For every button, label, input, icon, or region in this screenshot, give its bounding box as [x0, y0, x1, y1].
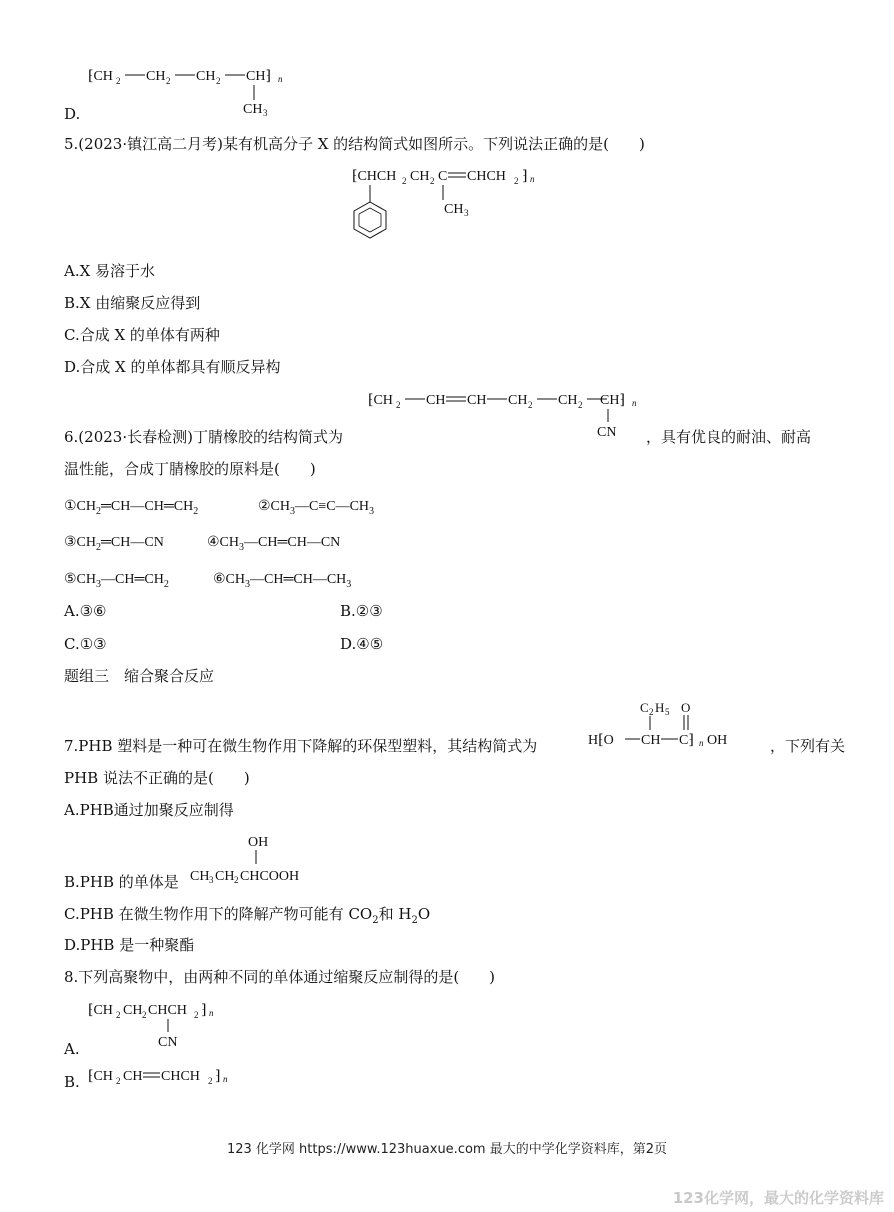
svg-text:CHCH: CHCH [161, 1069, 200, 1084]
q7-structure [588, 698, 768, 762]
svg-text:⁅CH: ⁅CH [88, 1069, 113, 1084]
page-footer: 123 化学网 https://www.123huaxue.com 最大的中学化学资料库，第2页 [226, 1142, 667, 1157]
svg-text:CH: CH [508, 393, 528, 408]
svg-text:2: 2 [116, 1010, 121, 1020]
svg-text:CH: CH [243, 102, 263, 117]
svg-text:n: n [223, 1074, 228, 1084]
q6-choice-5: $⑤CH_3—CH═CH_2$ [64, 572, 169, 590]
q5-stem: 5.(2023·镇江高二月考)某有机高分子 X 的结构简式如图所示。下列说法正确的是( ) [64, 135, 645, 153]
q8-option-a-structure [88, 994, 248, 1058]
section-title: 题组三 缩合聚合反应 [64, 667, 215, 685]
svg-text:n: n [209, 1008, 214, 1018]
svg-text:CHCOOH: CHCOOH [240, 869, 300, 884]
svg-text:OH: OH [248, 835, 269, 850]
q6-stem-part1: 6.(2023·长春检测)丁腈橡胶的结构简式为 [64, 428, 343, 446]
svg-text:CH: CH [190, 869, 210, 884]
q7-option-a: A.PHB通过加聚反应制得 [64, 801, 234, 819]
svg-text:CH: CH [215, 869, 235, 884]
q8-option-b-structure [88, 1060, 248, 1094]
q6-choice-2: $②CH_3—C\equiv C—CH_3$ [258, 499, 375, 517]
svg-text:n: n [699, 738, 704, 748]
svg-text:CH: CH [444, 202, 464, 217]
q6-option-c: C.①③ [64, 635, 107, 653]
svg-text:2: 2 [194, 1010, 199, 1020]
q6-choice-6: $⑥CH_3—CH═CH—CH_3$ [213, 572, 352, 590]
svg-text:⁅CHCH: ⁅CHCH [352, 169, 397, 184]
svg-text:n: n [632, 398, 637, 408]
q4-option-d-label: D. [64, 105, 81, 123]
svg-text:CN: CN [597, 425, 617, 440]
svg-text:2: 2 [216, 76, 221, 86]
q7-option-b-label: B.PHB 的单体是 [64, 873, 179, 891]
svg-text:CH: CH [558, 393, 578, 408]
svg-text:2: 2 [396, 400, 401, 410]
svg-text:O: O [681, 700, 691, 715]
q7-stem-line2: PHB 说法不正确的是( ) [64, 769, 250, 787]
q4-option-d-structure [88, 60, 298, 122]
svg-text:OH: OH [707, 733, 728, 748]
svg-text:3: 3 [263, 108, 268, 118]
q8-option-a-label: A. [64, 1040, 80, 1058]
svg-text:2: 2 [402, 176, 407, 186]
svg-text:2: 2 [528, 400, 533, 410]
svg-text:CH: CH [146, 69, 166, 84]
q6-stem-line2: 温性能，合成丁腈橡胶的原料是( ) [64, 460, 316, 478]
q6-choice-4: $④CH_3—CH═CH—CN$ [207, 535, 341, 553]
q8-option-b-label: B. [64, 1073, 80, 1091]
svg-text:2: 2 [578, 400, 583, 410]
svg-text:2: 2 [430, 176, 435, 186]
svg-text:CH⁆: CH⁆ [246, 69, 271, 84]
svg-text:2: 2 [208, 1076, 213, 1086]
svg-text:3: 3 [209, 875, 214, 885]
svg-text:C⁆: C⁆ [679, 733, 694, 748]
q5-option-c: C.合成 X 的单体有两种 [64, 326, 220, 344]
svg-text:2: 2 [116, 76, 121, 86]
svg-text:CH: CH [123, 1003, 143, 1018]
q5-option-b: B.X 由缩聚反应得到 [64, 294, 201, 312]
svg-text:CHCH: CHCH [467, 169, 506, 184]
q5-option-d: D.合成 X 的单体都具有顺反异构 [64, 358, 281, 376]
q7-option-b-structure [190, 830, 330, 890]
svg-text:5: 5 [665, 707, 670, 717]
svg-text:⁆: ⁆ [201, 1003, 207, 1018]
svg-text:CH: CH [410, 169, 430, 184]
svg-text:n: n [278, 74, 283, 84]
q6-option-d: D.④⑤ [340, 635, 384, 653]
svg-text:2: 2 [166, 76, 171, 86]
svg-text:⁅CH: ⁅CH [88, 69, 113, 84]
svg-text:CHCH: CHCH [148, 1003, 187, 1018]
svg-text:⁆: ⁆ [215, 1069, 221, 1084]
q7-stem-part2: ，下列有关 [770, 737, 846, 755]
svg-text:⁆: ⁆ [522, 169, 528, 184]
q7-option-c: C.PHB 在微生物作用下的降解产物可能有 $CO_2$和 $H_2O$ [64, 905, 431, 926]
svg-text:CN: CN [158, 1035, 178, 1050]
svg-text:CH: CH [641, 733, 661, 748]
svg-text:CH: CH [196, 69, 216, 84]
svg-text:C: C [640, 700, 649, 715]
q6-structure [368, 384, 643, 448]
q7-stem-part1: 7.PHB 塑料是一种可在微生物作用下降解的环保型塑料，其结构简式为 [64, 737, 538, 755]
q6-choice-3: $③CH_2═CH—CN$ [64, 535, 164, 553]
svg-text:3: 3 [464, 208, 469, 218]
svg-text:⁅CH: ⁅CH [368, 393, 393, 408]
svg-text:n: n [530, 174, 535, 184]
svg-text:CH: CH [123, 1069, 143, 1084]
svg-text:2: 2 [514, 176, 519, 186]
svg-text:H: H [655, 700, 665, 715]
svg-text:C: C [438, 169, 448, 184]
svg-text:2: 2 [116, 1076, 121, 1086]
svg-text:⁅CH: ⁅CH [88, 1003, 113, 1018]
q6-choice-1: $①CH_2═CH—CH═CH_2$ [64, 499, 199, 517]
svg-text:CH⁆: CH⁆ [600, 393, 625, 408]
q6-option-a: A.③⑥ [64, 602, 107, 620]
svg-text:H⁅O: H⁅O [588, 733, 614, 748]
svg-text:2: 2 [649, 707, 654, 717]
q8-stem: 8.下列高聚物中，由两种不同的单体通过缩聚反应制得的是( ) [64, 968, 496, 986]
svg-text:CH: CH [467, 393, 487, 408]
watermark: 123化学网，最大的化学资料库 [672, 1189, 884, 1207]
svg-text:2: 2 [234, 875, 239, 885]
q7-option-d: D.PHB 是一种聚酯 [64, 936, 195, 954]
svg-text:CH: CH [426, 393, 446, 408]
svg-text:2: 2 [142, 1010, 147, 1020]
q6-option-b: B.②③ [340, 602, 383, 620]
q6-stem-part2: ，具有优良的耐油、耐高 [646, 428, 812, 446]
q5-structure [352, 160, 552, 256]
q5-option-a: A.X 易溶于水 [64, 262, 156, 280]
